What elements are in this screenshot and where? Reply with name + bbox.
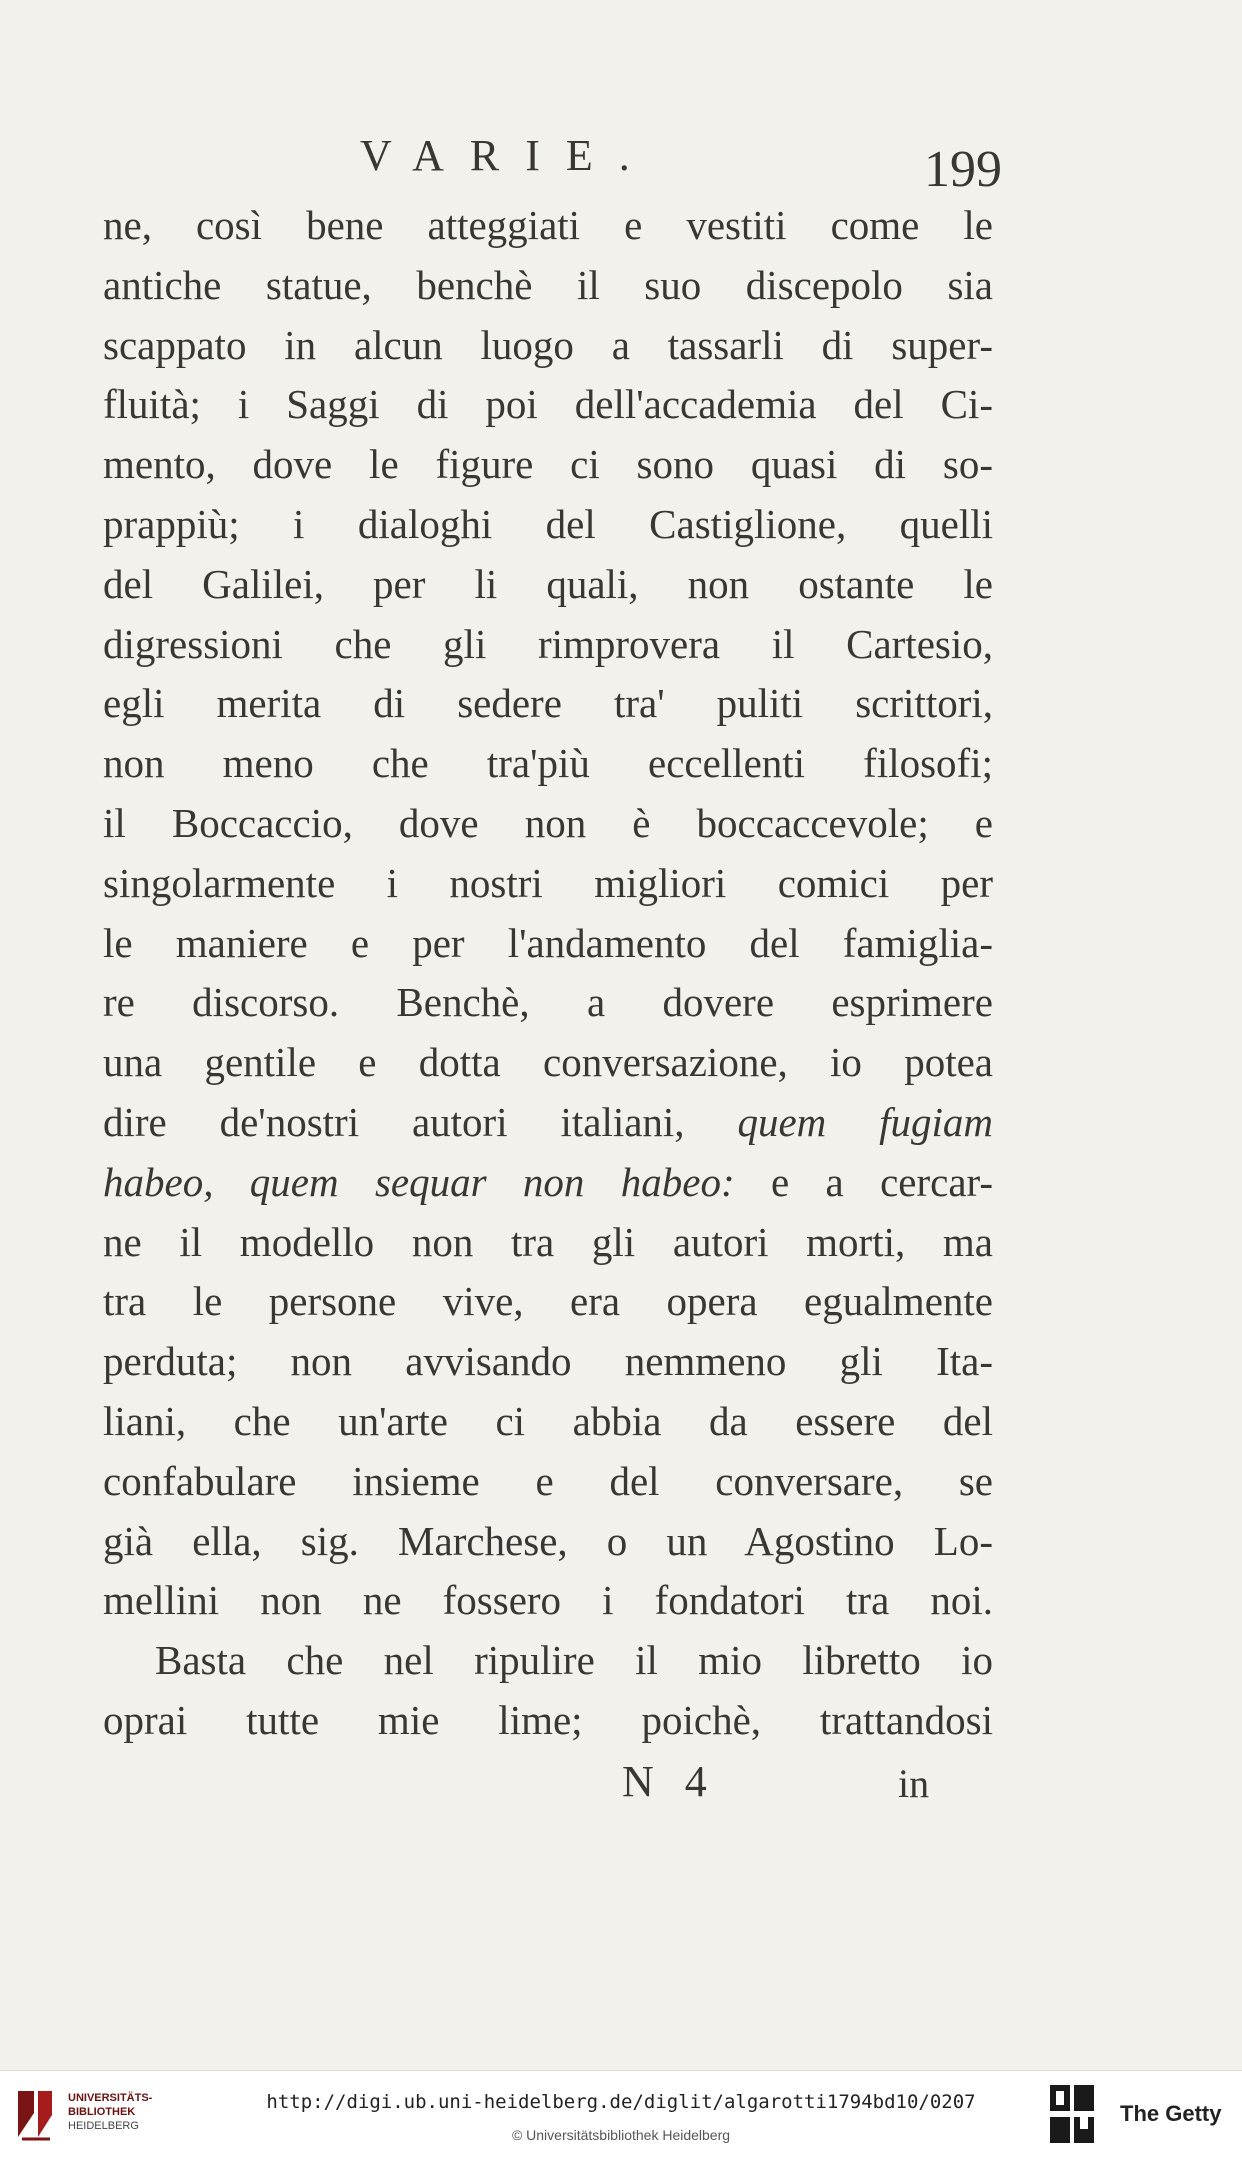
text-line: scappato in alcun luogo a tassarli di super-: [103, 321, 993, 368]
text-line: ne, così bene atteggiati e vestiti come le: [103, 202, 993, 248]
text-line: egli merita di sedere tra' puliti scrittori,: [103, 680, 993, 727]
italic-quote: quem fugiam: [737, 1098, 994, 1145]
signature-mark: N 4: [622, 1757, 717, 1806]
text-line: già ella, sig. Marchese, o un Agostino Lo-: [103, 1517, 993, 1564]
running-head: VARIE.: [360, 131, 656, 180]
catchword: in: [898, 1761, 930, 1806]
text-line: fluità; i Saggi di poi dell'accademia del Ci-: [103, 381, 993, 428]
text-line: il Boccaccio, dove non è boccaccevole; e: [103, 799, 993, 846]
text-line: mellini non ne fossero i fondatori tra noi.: [103, 1577, 993, 1624]
page-number: 199: [924, 141, 1002, 198]
text-line: prappiù; i dialoghi del Castiglione, quelli: [103, 500, 993, 547]
italic-quote: habeo, quem sequar non habeo:: [103, 1158, 735, 1205]
text-line: dire de'nostri autori italiani, quem fugiam: [103, 1098, 994, 1145]
text-line-indented: Basta che nel ripulire il mio libretto io: [155, 1637, 993, 1684]
text-line: una gentile e dotta conversazione, io potea: [103, 1039, 993, 1086]
body-text: [103, 196, 993, 1751]
text-line: le maniere e per l'andamento del famiglia-: [103, 919, 993, 966]
page-footer-marks: [0, 1756, 1242, 1816]
text-line: mento, dove le figure ci sono quasi di so-: [103, 441, 993, 488]
text-line: liani, che un'arte ci abbia da essere del: [103, 1397, 993, 1444]
text-line: non meno che tra'più eccellenti filosofi;: [103, 740, 993, 787]
university-library-name: UNIVERSITÄTS- BIBLIOTHEK HEIDELBERG: [68, 2092, 153, 2132]
copyright-notice: © Universitätsbibliothek Heidelberg: [511, 2127, 731, 2143]
text-line: tra le persone vive, era opera egualmente: [103, 1278, 993, 1325]
text-line: re discorso. Benchè, a dovere esprimere: [103, 979, 993, 1026]
partner-name: The Getty: [1120, 2101, 1222, 2126]
text-line: antiche statue, benchè il suo discepolo sia: [103, 261, 993, 308]
text-line: singolarmente i nostri migliori comici per: [103, 859, 993, 906]
text-line: ne il modello non tra gli autori morti, ma: [103, 1218, 993, 1265]
viewer-footer: [0, 2070, 1242, 2159]
text-line: confabulare insieme e del conversare, se: [103, 1457, 993, 1504]
text-line: digressioni che gli rimprovera il Cartesio,: [103, 620, 993, 667]
text-line: del Galilei, per li quali, non ostante le: [103, 560, 993, 607]
text-line: oprai tutte mie lime; poichè, trattandosi: [103, 1696, 993, 1743]
text-line: perduta; non avvisando nemmeno gli Ita-: [103, 1338, 993, 1385]
text-line: habeo, quem sequar non habeo: e a cercar-: [103, 1158, 994, 1205]
getty-logo-icon: [1046, 2081, 1098, 2147]
permalink-url[interactable]: http://digi.ub.uni-heidelberg.de/diglit/algarotti1794bd10/0207: [266, 2091, 976, 2113]
